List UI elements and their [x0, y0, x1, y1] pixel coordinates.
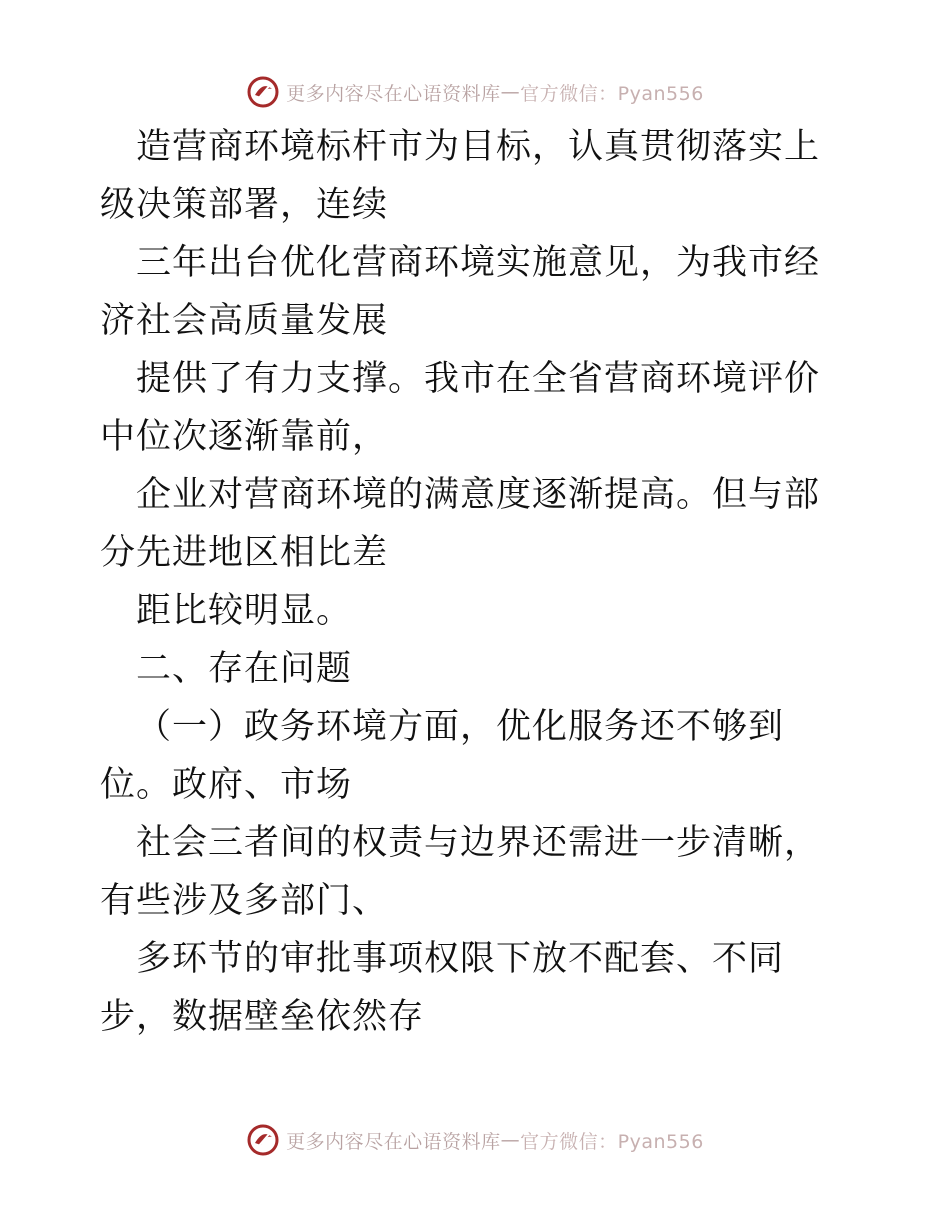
paragraph: 社会三者间的权责与边界还需进一步清晰，有些涉及多部门、	[100, 823, 821, 921]
banner-dash: —	[500, 81, 521, 103]
paragraph: 三年出台优化营商环境实施意见，为我市经济社会高质量发展	[100, 243, 821, 341]
banner-title: 更多内容尽在心语资料库	[286, 1130, 501, 1153]
banner-dash: —	[500, 1129, 521, 1151]
paragraph: 企业对营商环境的满意度逐渐提高。但与部分先进地区相比差	[100, 475, 821, 573]
paragraph: 多环节的审批事项权限下放不配套、不同步，数据壁垒依然存	[100, 939, 785, 1037]
paragraph: 距比较明显。	[136, 591, 353, 631]
paragraph: （一）政务环境方面，优化服务还不够到位。政府、市场	[100, 707, 785, 805]
section-heading: 二、存在问题	[136, 649, 353, 689]
header-banner	[0, 72, 950, 112]
paragraph: 造营商环境标杆市为目标，认真贯彻落实上级决策部署，连续	[100, 127, 821, 225]
swirl-logo-icon	[246, 75, 280, 109]
banner-wechat: 官方微信：Pyan556	[520, 82, 704, 105]
banner-title: 更多内容尽在心语资料库	[286, 82, 501, 105]
paragraph: 提供了有力支撑。我市在全省营商环境评价中位次逐渐靠前，	[100, 359, 821, 457]
footer-banner	[0, 1120, 950, 1160]
document-body	[100, 118, 850, 1046]
swirl-logo-icon	[246, 1123, 280, 1157]
banner-wechat: 官方微信：Pyan556	[520, 1130, 704, 1153]
